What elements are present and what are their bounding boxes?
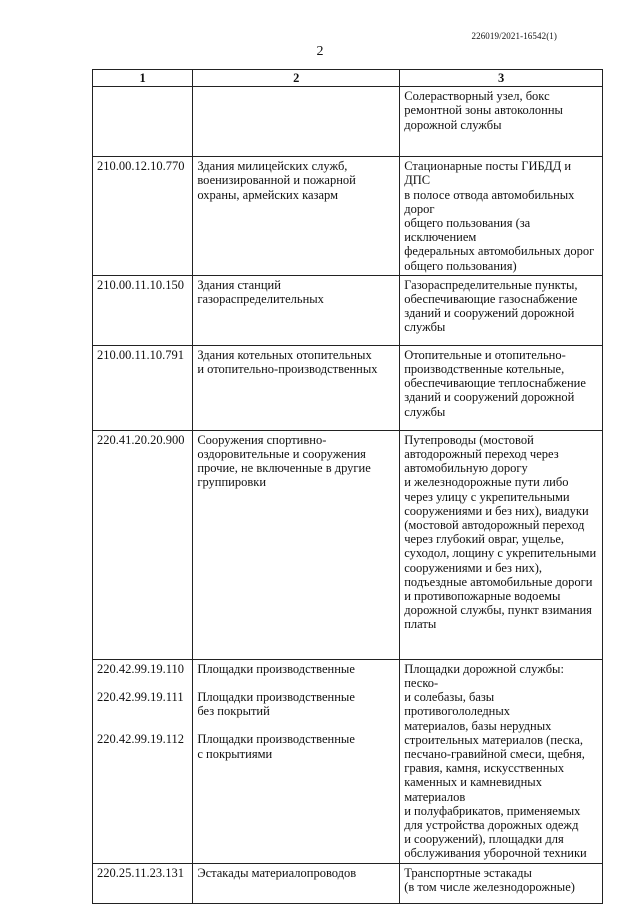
code-cell [93, 430, 193, 659]
code-cell [93, 863, 193, 903]
table-row [93, 87, 603, 157]
table-row [93, 430, 603, 659]
name-text: Здания милицейских служб, военизированной и пожарной охраны, армейских казарм [197, 159, 356, 202]
description-cell [400, 87, 603, 157]
table-row [93, 275, 603, 345]
description-cell [400, 157, 603, 276]
code-cell [93, 659, 193, 863]
name-cell [193, 275, 400, 345]
name-cell [193, 345, 400, 430]
name-text: Здания станций газораспределительных [197, 277, 324, 307]
column-header-1: 1 [93, 70, 193, 87]
description-text: Отопительные и отопительно- производственные котельные, обеспечивающие теплоснабжение зданий и сооружений дорожной службы [404, 347, 586, 419]
column-header-3: 3 [400, 70, 603, 87]
page-number: 2 [316, 44, 324, 59]
name-text: Эстакады материалопроводов [197, 865, 357, 880]
code-cell [93, 157, 193, 276]
column-header-2: 2 [193, 70, 400, 87]
code-text: 220.42.99.19.110 [97, 661, 185, 676]
name-cell [193, 430, 400, 659]
table-row [93, 345, 603, 430]
code-text: 220.42.99.19.111 [97, 690, 184, 705]
code-text: 220.25.11.23.131 [97, 865, 185, 880]
description-cell [400, 659, 603, 863]
description-cell [400, 863, 603, 903]
classification-table [92, 69, 603, 904]
table-row [93, 659, 603, 863]
description-cell [400, 345, 603, 430]
code-text: 220.41.20.20.900 [97, 432, 185, 447]
table-row [93, 157, 603, 276]
code-text: 210.00.11.10.791 [97, 347, 185, 362]
name-text: Площадки производственные без покрытий [197, 690, 355, 719]
description-text: Транспортные эстакады (в том числе железнодорожные) [404, 865, 575, 894]
description-text: Стационарные посты ГИБДД и ДПС в полосе отвода автомобильных дорог общего пользования (за исключением федеральных автомобильных дорог общего пользования) [404, 159, 595, 273]
description-text: Путепроводы (мостовой автодорожный переход через автомобильную дорогу и железнодорожные пути либо через улицу с укрепительными сооружениями и без них), виадуки (мостовой автодорожный переход через глубокий овраг, ущелье, суходол, лощину с укрепительными сооружениями и без них), подъездные автомобильные дороги и противопожарные водоемы дорожной службы, пункт взимания платы [404, 432, 597, 632]
description-cell [400, 275, 603, 345]
table-header-row [93, 70, 603, 87]
description-text: Площадки дорожной службы: песко- и солебазы, базы противогололедных материалов, базы нерудных строительных материалов (песка, песчано-гравийной смеси, щебня, гравия, камня, искусственных каменных и камневидных материалов и полуфабрикатов, применяемых для устройства дорожных одежд и сооружений), площадки для обслуживания уборочной техники [404, 661, 587, 861]
name-text: Здания котельных отопительных и отопительно-производственных [197, 347, 378, 377]
code-cell [93, 87, 193, 157]
description-cell [400, 430, 603, 659]
code-text: 220.42.99.19.112 [97, 732, 185, 747]
description-text: Солерастворный узел, бокс ремонтной зоны автоколонны дорожной службы [404, 89, 563, 132]
name-cell [193, 87, 400, 157]
name-text: Площадки производственные [197, 661, 355, 676]
document-number: 226019/2021-16542(1) [471, 31, 557, 41]
name-cell [193, 659, 400, 863]
name-cell [193, 863, 400, 903]
code-cell [93, 275, 193, 345]
table-row [93, 863, 603, 903]
name-cell [193, 157, 400, 276]
code-text: 210.00.12.10.770 [97, 159, 185, 174]
code-text: 210.00.11.10.150 [97, 277, 185, 292]
name-text: Сооружения спортивно- оздоровительные и сооружения прочие, не включенные в другие группировки [197, 432, 371, 490]
description-text: Газораспределительные пункты, обеспечивающие газоснабжение зданий и сооружений дорожной службы [404, 277, 578, 335]
name-text: Площадки производственные с покрытиями [197, 732, 355, 761]
code-cell [93, 345, 193, 430]
